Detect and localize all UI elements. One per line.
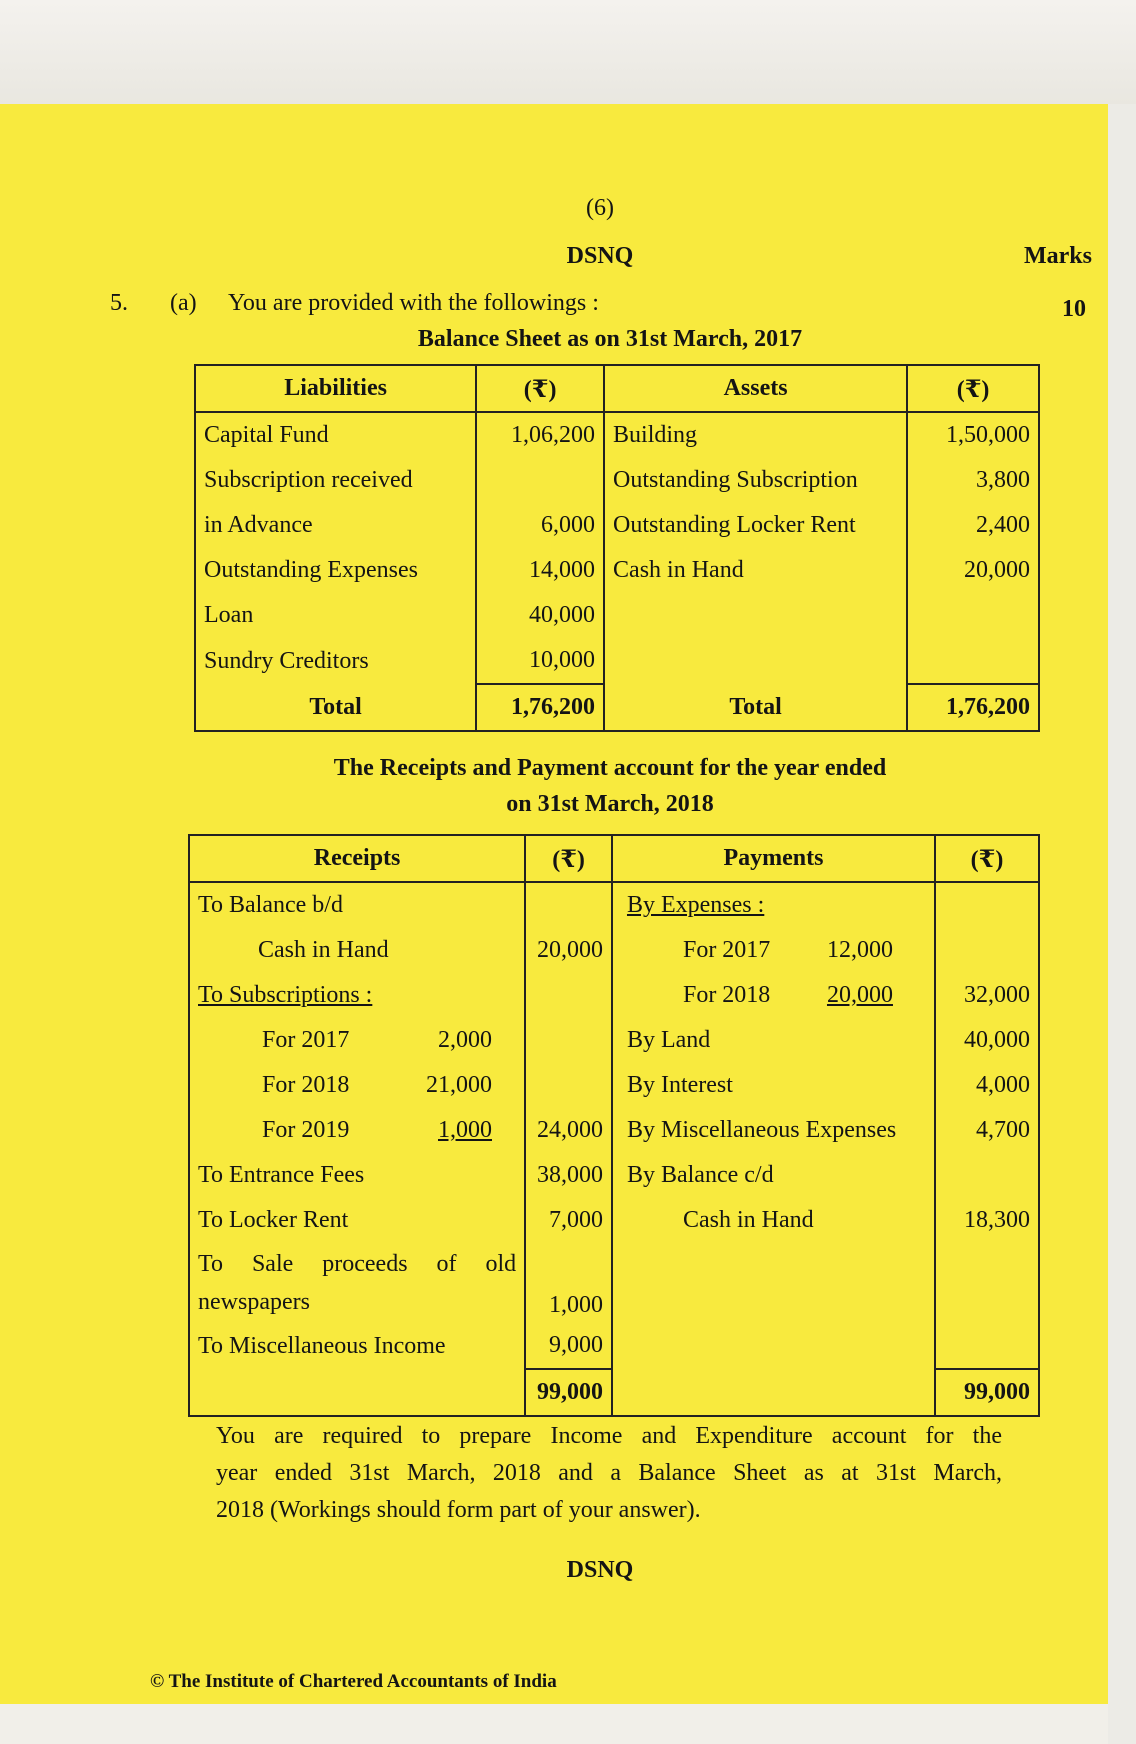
asset-amount — [907, 638, 1039, 684]
asset-label: Building — [604, 412, 907, 458]
receipt-amount — [525, 882, 612, 928]
receipt-sublabel: For 2017 — [262, 1027, 350, 1053]
instruction-line: year ended 31st March, 2018 and a Balance Sheet as at 31st March, — [216, 1460, 1002, 1486]
table-row — [195, 548, 1039, 593]
instruction-line: 2018 (Workings should form part of your answer). — [216, 1497, 701, 1523]
table-row — [195, 458, 1039, 503]
total-liabilities: 1,76,200 — [476, 684, 604, 731]
payment-subamount: 12,000 — [826, 937, 893, 963]
payment-sublabel: For 2017 — [682, 937, 771, 963]
col-header-amount: (₹) — [907, 365, 1039, 412]
receipts-payments-table — [188, 834, 1040, 1417]
receipt-label: To Locker Rent — [189, 1198, 525, 1243]
payment-amount — [935, 1243, 1039, 1323]
col-header-payments: Payments — [612, 835, 935, 882]
payment-label: By Expenses : — [626, 892, 765, 918]
receipt-label: To Subscriptions : — [198, 982, 373, 1008]
asset-amount: 2,400 — [907, 503, 1039, 548]
table-row — [189, 1063, 1039, 1108]
payments-total: 99,000 — [935, 1369, 1039, 1416]
table-row — [189, 1198, 1039, 1243]
col-header-amount: (₹) — [525, 835, 612, 882]
receipts-payments-title: The Receipts and Payment account for the year ended — [333, 755, 887, 781]
table-row — [189, 1323, 1039, 1369]
liability-label: in Advance — [195, 503, 476, 548]
table-row — [189, 928, 1039, 973]
page-number: (6) — [586, 195, 614, 221]
liability-label: Subscription received — [195, 458, 476, 503]
instruction-line: You are required to prepare Income and Expenditure account for the — [216, 1423, 1002, 1449]
receipt-amount: 1,000 — [525, 1243, 612, 1323]
receipt-sublabel: For 2019 — [262, 1117, 350, 1143]
table-row — [195, 412, 1039, 458]
payment-label: By Miscellaneous Expenses — [612, 1108, 935, 1153]
receipts-payments-title-line2: on 31st March, 2018 — [506, 791, 714, 817]
col-header-amount: (₹) — [935, 835, 1039, 882]
payment-subamount: 20,000 — [826, 982, 893, 1008]
payment-amount — [935, 1323, 1039, 1369]
question-number: 5. — [110, 290, 128, 316]
total-assets: 1,76,200 — [907, 684, 1039, 731]
receipt-amount: 24,000 — [525, 1108, 612, 1153]
table-row — [189, 1108, 1039, 1153]
receipt-subamount: 1,000 — [438, 1117, 492, 1143]
receipt-subamount: 2,000 — [438, 1027, 492, 1053]
receipt-label: To Balance b/d — [189, 882, 525, 928]
balance-sheet-table — [194, 364, 1040, 732]
payment-label: By Balance c/d — [612, 1153, 935, 1198]
asset-amount: 3,800 — [907, 458, 1039, 503]
receipt-label: To Sale proceeds of old — [198, 1251, 517, 1277]
total-label: Total — [604, 684, 907, 731]
payment-amount — [935, 882, 1039, 928]
payment-amount: 32,000 — [935, 973, 1039, 1018]
payment-amount: 4,700 — [935, 1108, 1039, 1153]
table-row — [189, 882, 1039, 928]
liability-amount: 10,000 — [476, 638, 604, 684]
paper-code: DSNQ — [566, 243, 634, 269]
table-row — [189, 973, 1039, 1018]
receipt-label — [189, 1369, 525, 1416]
marks-value: 10 — [1062, 296, 1086, 322]
liability-amount: 40,000 — [476, 593, 604, 638]
receipt-sublabel: For 2018 — [262, 1072, 350, 1098]
col-header-liabilities: Liabilities — [195, 365, 476, 412]
payment-label: By Land — [612, 1018, 935, 1063]
asset-amount: 1,50,000 — [907, 412, 1039, 458]
liability-amount: 6,000 — [476, 503, 604, 548]
question-part: (a) — [170, 290, 197, 316]
payment-label: Cash in Hand — [612, 1198, 935, 1243]
receipt-subamount: 21,000 — [426, 1072, 492, 1098]
paper-code-footer: DSNQ — [566, 1557, 634, 1583]
asset-amount — [907, 593, 1039, 638]
payment-label: By Interest — [612, 1063, 935, 1108]
table-row — [195, 503, 1039, 548]
liability-label: Loan — [195, 593, 476, 638]
liability-label: Outstanding Expenses — [195, 548, 476, 593]
payment-amount: 40,000 — [935, 1018, 1039, 1063]
col-header-assets: Assets — [604, 365, 907, 412]
col-header-amount: (₹) — [476, 365, 604, 412]
receipt-amount: 38,000 — [525, 1153, 612, 1198]
liability-label: Capital Fund — [195, 412, 476, 458]
table-row — [189, 1153, 1039, 1198]
receipt-amount: 7,000 — [525, 1198, 612, 1243]
payment-amount — [935, 1153, 1039, 1198]
total-row — [189, 1369, 1039, 1416]
receipt-amount — [525, 973, 612, 1018]
col-header-receipts: Receipts — [189, 835, 525, 882]
asset-label: Cash in Hand — [604, 548, 907, 593]
receipt-label-line2: newspapers — [198, 1289, 310, 1315]
payment-amount: 4,000 — [935, 1063, 1039, 1108]
table-header-row — [189, 835, 1039, 882]
balance-sheet-title: Balance Sheet as on 31st March, 2017 — [417, 326, 803, 352]
receipt-label: To Entrance Fees — [189, 1153, 525, 1198]
table-row — [195, 593, 1039, 638]
liability-amount: 14,000 — [476, 548, 604, 593]
marks-label: Marks — [1024, 243, 1092, 269]
total-label: Total — [195, 684, 476, 731]
receipt-amount: 9,000 — [525, 1323, 612, 1369]
question-intro: You are provided with the followings : — [228, 290, 599, 316]
asset-label — [604, 593, 907, 638]
scan-top-margin — [0, 0, 1136, 104]
table-row — [195, 638, 1039, 684]
asset-label: Outstanding Subscription — [604, 458, 907, 503]
payment-label — [612, 1243, 935, 1323]
receipt-amount: 20,000 — [525, 928, 612, 973]
receipt-amount — [525, 1063, 612, 1108]
table-header-row — [195, 365, 1039, 412]
total-row — [195, 684, 1039, 731]
copyright: © The Institute of Chartered Accountants of India — [150, 1671, 557, 1692]
payment-amount: 18,300 — [935, 1198, 1039, 1243]
payment-amount — [935, 928, 1039, 973]
asset-label — [604, 638, 907, 684]
asset-label: Outstanding Locker Rent — [604, 503, 907, 548]
asset-amount: 20,000 — [907, 548, 1039, 593]
liability-amount: 1,06,200 — [476, 412, 604, 458]
payment-sublabel: For 2018 — [682, 982, 771, 1008]
liability-label: Sundry Creditors — [195, 638, 476, 684]
table-row — [189, 1243, 1039, 1323]
payment-label — [612, 1369, 935, 1416]
liability-amount — [476, 458, 604, 503]
receipt-label: Cash in Hand — [189, 928, 525, 973]
payment-label — [612, 1323, 935, 1369]
receipt-label: To Miscellaneous Income — [189, 1323, 525, 1369]
instruction-paragraph — [216, 1418, 1002, 1529]
table-row — [189, 1018, 1039, 1063]
receipt-amount — [525, 1018, 612, 1063]
receipts-total: 99,000 — [525, 1369, 612, 1416]
scan-right-margin — [1108, 104, 1136, 1744]
